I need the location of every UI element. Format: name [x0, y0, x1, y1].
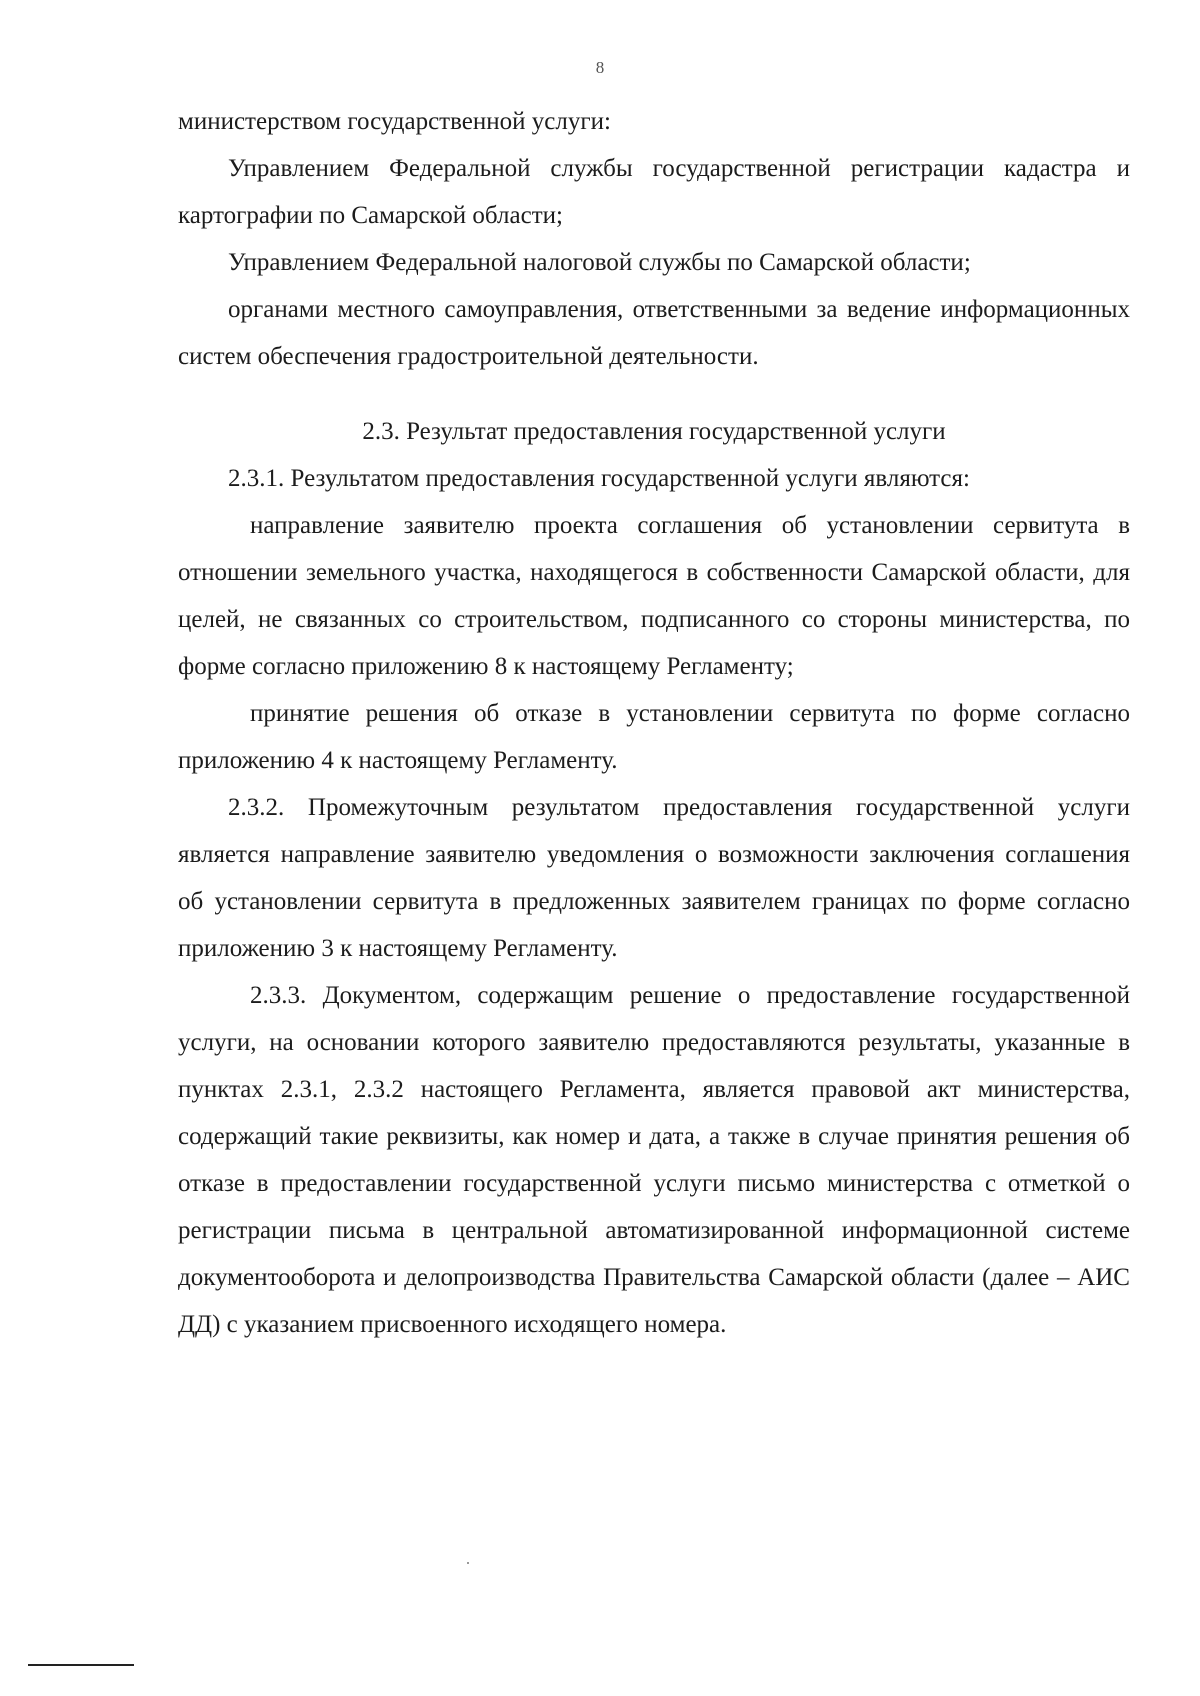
agencies-block [178, 98, 1130, 380]
footnote-divider [28, 1664, 134, 1666]
paragraph-rosreestr: Управлением Федеральной службы государственной регистрации кадастра и картографии по Самарской области; [178, 155, 1130, 229]
section-heading: 2.3. Результат предоставления государственной услуги [362, 418, 946, 445]
section-2-3 [178, 408, 1130, 1348]
paragraph-continuation: министерством государственной услуги: [178, 108, 611, 135]
paragraph-fns: Управлением Федеральной налоговой службы по Самарской области; [228, 249, 971, 276]
paragraph-direction: направление заявителю проекта соглашения об установлении сервитута в отношении земельного участка, находящегося в собственности Самарской области, для целей, не связанных со строительством, подписанного со стороны министерства, по форме согласно приложению 8 к настоящему Регламенту; [178, 512, 1130, 680]
paragraph-local-government: органами местного самоуправления, ответственными за ведение информационных систем обеспечения градостроительной деятельности. [178, 296, 1130, 370]
paragraph-refusal: принятие решения об отказе в установлении сервитута по форме согласно приложению 4 к настоящему Регламенту. [178, 700, 1130, 774]
paragraph-2-3-3: 2.3.3. Документом, содержащим решение о предоставление государственной услуги, на основании которого заявителю предоставляются результаты, указанные в пунктах 2.3.1, 2.3.2 настоящего Регламента, является правовой акт министерства, содержащий такие реквизиты, как номер и дата, а также в случае принятия решения об отказе в предоставлении государственной услуги письмо министерства с отметкой о регистрации письма в центральной автоматизированной информационной системе документооборота и делопроизводства Правительства Самарской области (далее – АИС ДД) с указанием присвоенного исходящего номера. [178, 982, 1130, 1338]
paragraph-2-3-2: 2.3.2. Промежуточным результатом предоставления государственной услуги является направление заявителю уведомления о возможности заключения соглашения об установлении сервитута в предложенных заявителем границах по форме согласно приложению 3 к настоящему Регламенту. [178, 794, 1130, 962]
scan-artifact [467, 1562, 469, 1564]
page-number: 8 [595, 58, 605, 77]
paragraph-2-3-1: 2.3.1. Результатом предоставления государственной услуги являются: [228, 465, 970, 492]
